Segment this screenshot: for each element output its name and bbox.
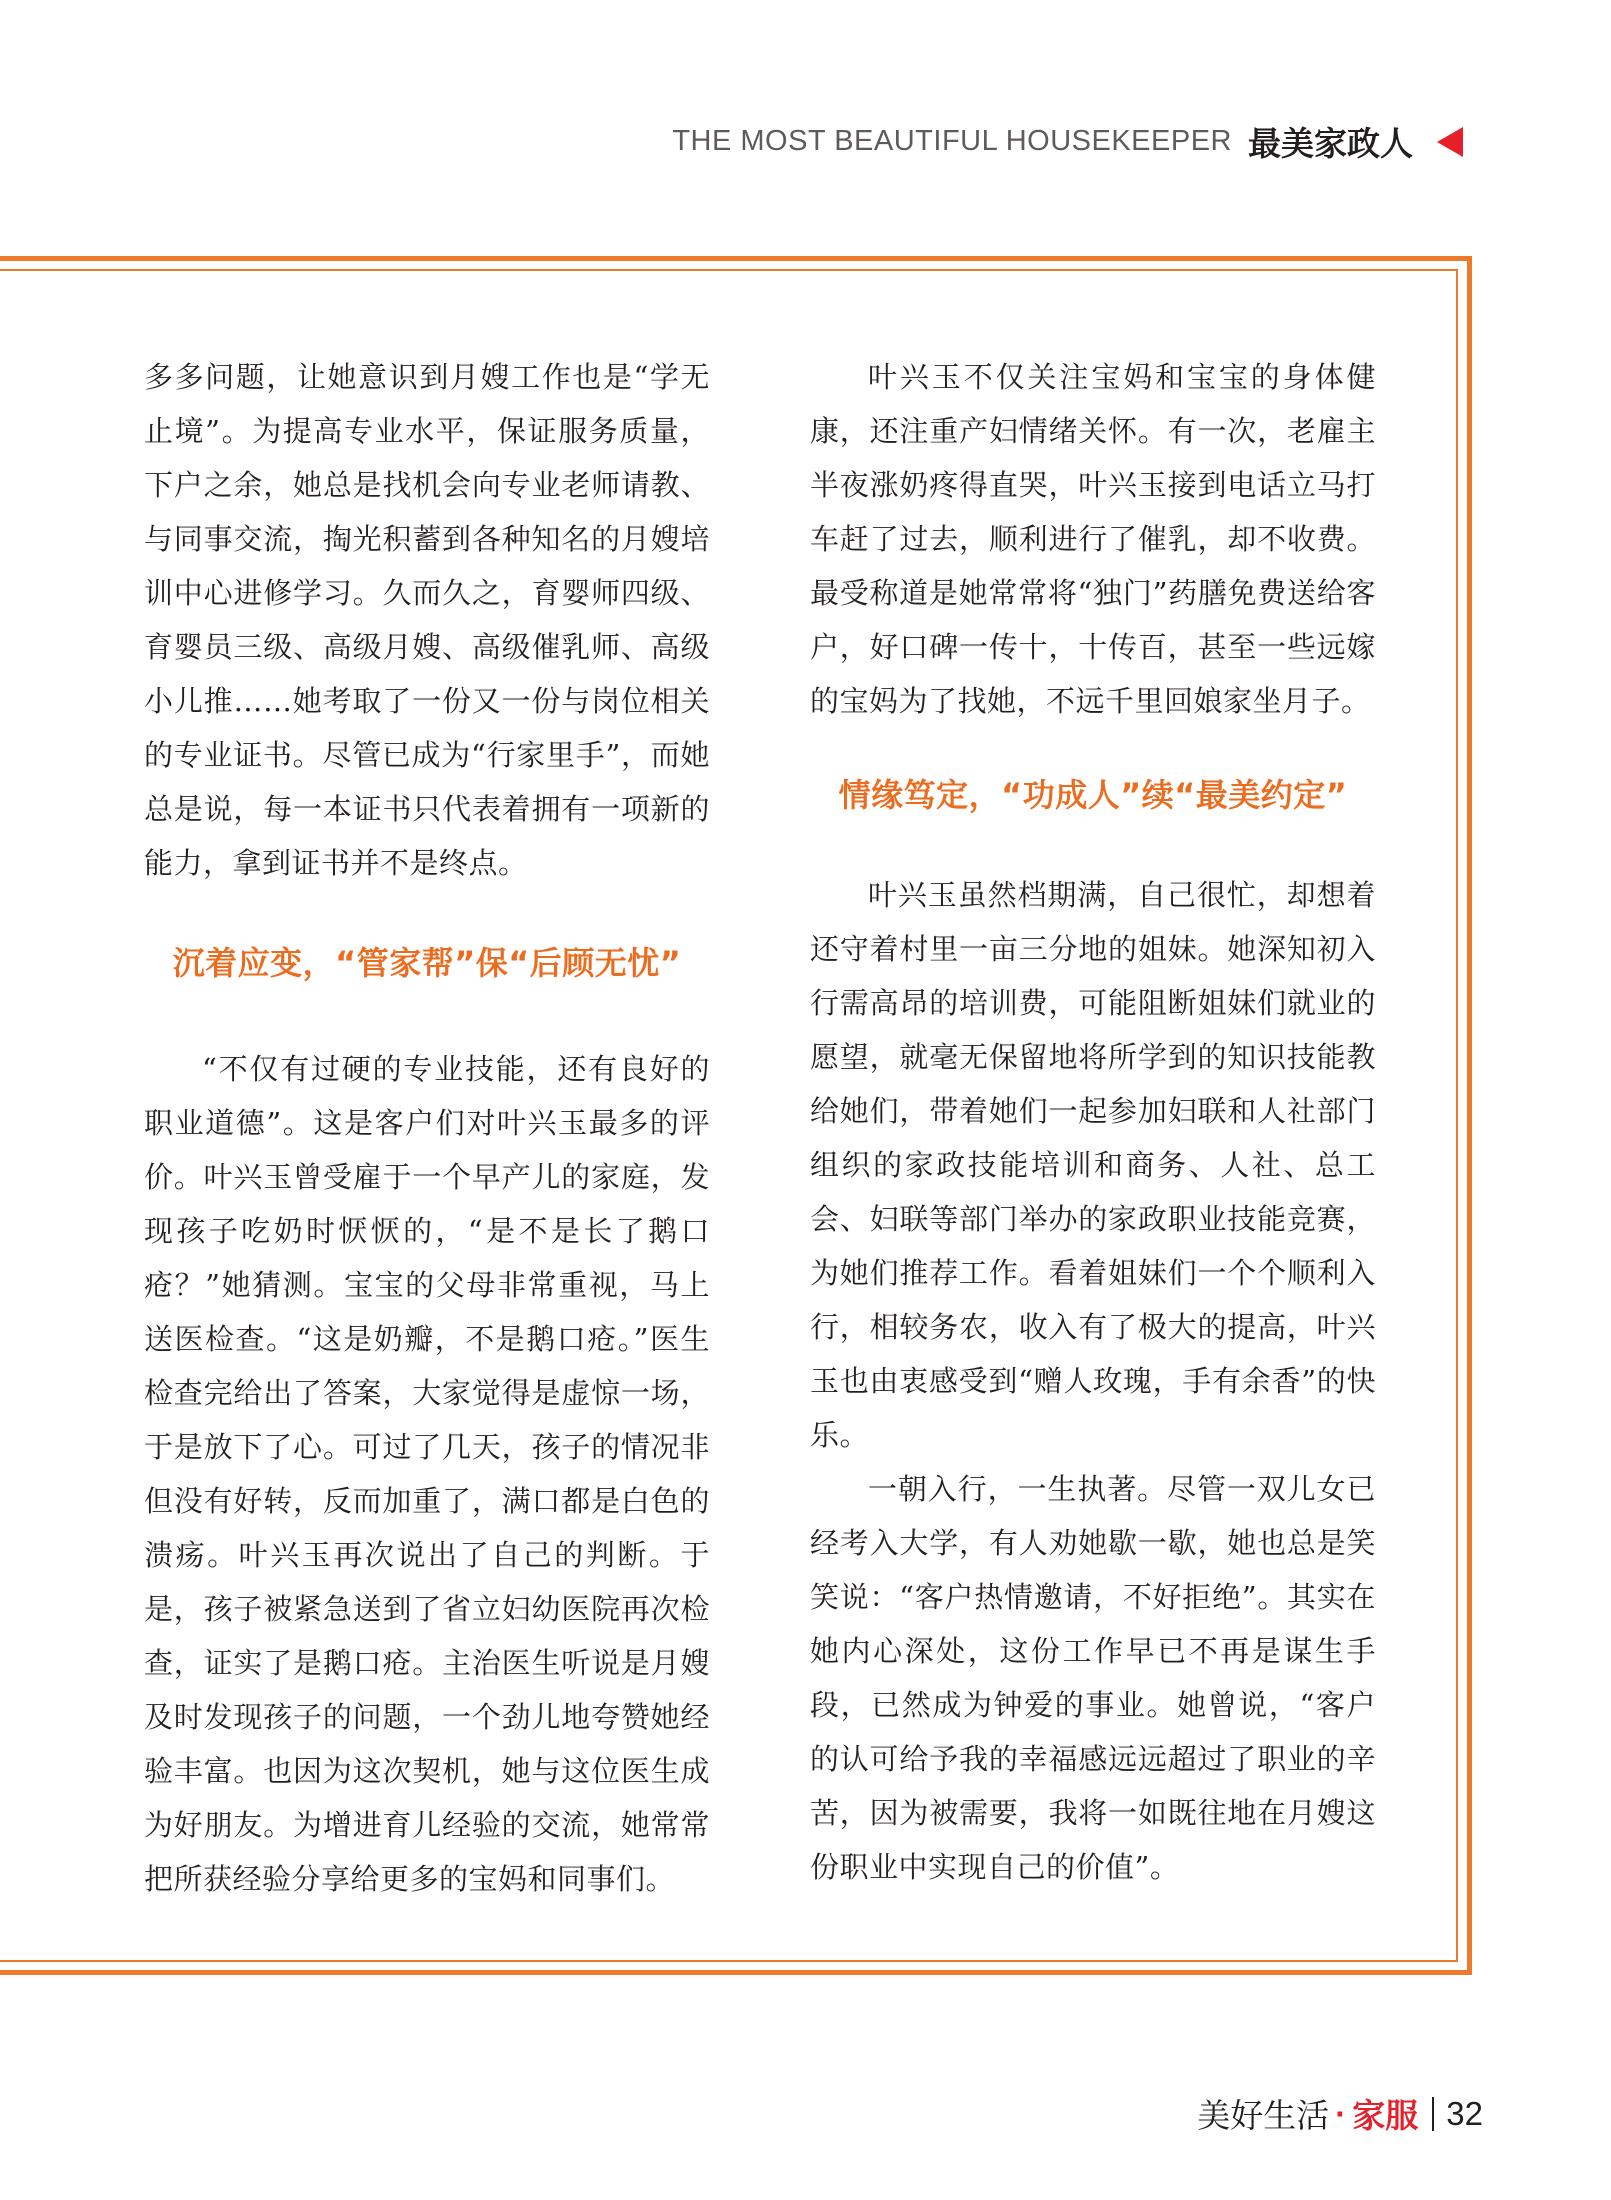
footer-divider [1432, 2097, 1434, 2131]
left-paragraph-2: “不仅有过硬的专业技能，还有良好的职业道德”。这是客户们对叶兴玉最多的评价。叶兴玉曾受雇于一个早产儿的家庭，发现孩子吃奶时恹恹的，“是不是长了鹅口疮？”她猜测。宝宝的父母非常重视，马上送医检查。“这是奶瓣，不是鹅口疮。”医生检查完给出了答案，大家觉得是虚惊一场，于是放下了心。可过了几天，孩子的情况非但没有好转，反而加重了，满口都是白色的溃疡。叶兴玉再次说出了自己的判断。于是，孩子被紧急送到了省立妇幼医院再次检查，证实了是鹅口疮。主治医生听说是月嫂及时发现孩子的问题，一个劲儿地夸赞她经验丰富。也因为这次契机，她与这位医生成为好朋友。为增进育儿经验的交流，她常常把所获经验分享给更多的宝妈和同事们。 [144, 1052, 710, 1896]
footer-section-name: 家服 [1352, 2097, 1419, 2134]
right-paragraph-1: 叶兴玉不仅关注宝妈和宝宝的身体健康，还注重产妇情绪关怀。有一次，老雇主半夜涨奶疼得直哭，叶兴玉接到电话立马打车赶了过去，顺利进行了催乳，却不收费。最受称道是她常常将“独门”药膳免费送给客户，好口碑一传十，十传百，甚至一些远嫁的宝妈为了找她，不远千里回娘家坐月子。 [810, 360, 1376, 718]
section-heading-promise: 情缘笃定，“功成人”续“最美约定” [838, 776, 1348, 814]
footer-magazine-name: 美好生活 [1197, 2097, 1330, 2134]
left-column [144, 350, 710, 1906]
footer-dot: · [1335, 2094, 1347, 2132]
running-header [672, 118, 1463, 165]
header-english-title: THE MOST BEAUTIFUL HOUSEKEEPER [672, 125, 1232, 157]
page-number: 32 [1446, 2094, 1483, 2132]
page-footer [1197, 2090, 1483, 2137]
section-heading-composure: 沉着应变，“管家帮”保“后顾无忧” [172, 944, 682, 982]
header-chinese-title: 最美家政人 [1248, 125, 1413, 162]
left-paragraph-1: 多多问题，让她意识到月嫂工作也是“学无止境”。为提高专业水平，保证服务质量，下户之余，她总是找机会向专业老师请教、与同事交流，掏光积蓄到各种知名的月嫂培训中心进修学习。久而久之，育婴师四级、育婴员三级、高级月嫂、高级催乳师、高级小儿推……她考取了一份又一份与岗位相关的专业证书。尽管已成为“行家里手”，而她总是说，每一本证书只代表着拥有一项新的能力，拿到证书并不是终点。 [144, 360, 710, 880]
right-column [810, 350, 1376, 1894]
right-paragraph-2: 叶兴玉虽然档期满，自己很忙，却想着还守着村里一亩三分地的姐妹。她深知初入行需高昂的培训费，可能阻断姐妹们就业的愿望，就毫无保留地将所学到的知识技能教给她们，带着她们一起参加妇联和人社部门组织的家政技能培训和商务、人社、总工会、妇联等部门举办的家政职业技能竞赛，为她们推荐工作。看着姐妹们一个个顺利入行，相较务农，收入有了极大的提高，叶兴玉也由衷感受到“赠人玫瑰，手有余香”的快乐。 [810, 878, 1376, 1452]
right-paragraph-3: 一朝入行，一生执著。尽管一双儿女已经考入大学，有人劝她歇一歇，她也总是笑笑说：“客户热情邀请，不好拒绝”。其实在她内心深处，这份工作早已不再是谋生手段，已然成为钟爱的事业。她曾说，“客户的认可给予我的幸福感远远超过了职业的辛苦，因为被需要，我将一如既往地在月嫂这份职业中实现自己的价值”。 [810, 1472, 1376, 1884]
triangle-pointer-icon [1437, 127, 1463, 157]
